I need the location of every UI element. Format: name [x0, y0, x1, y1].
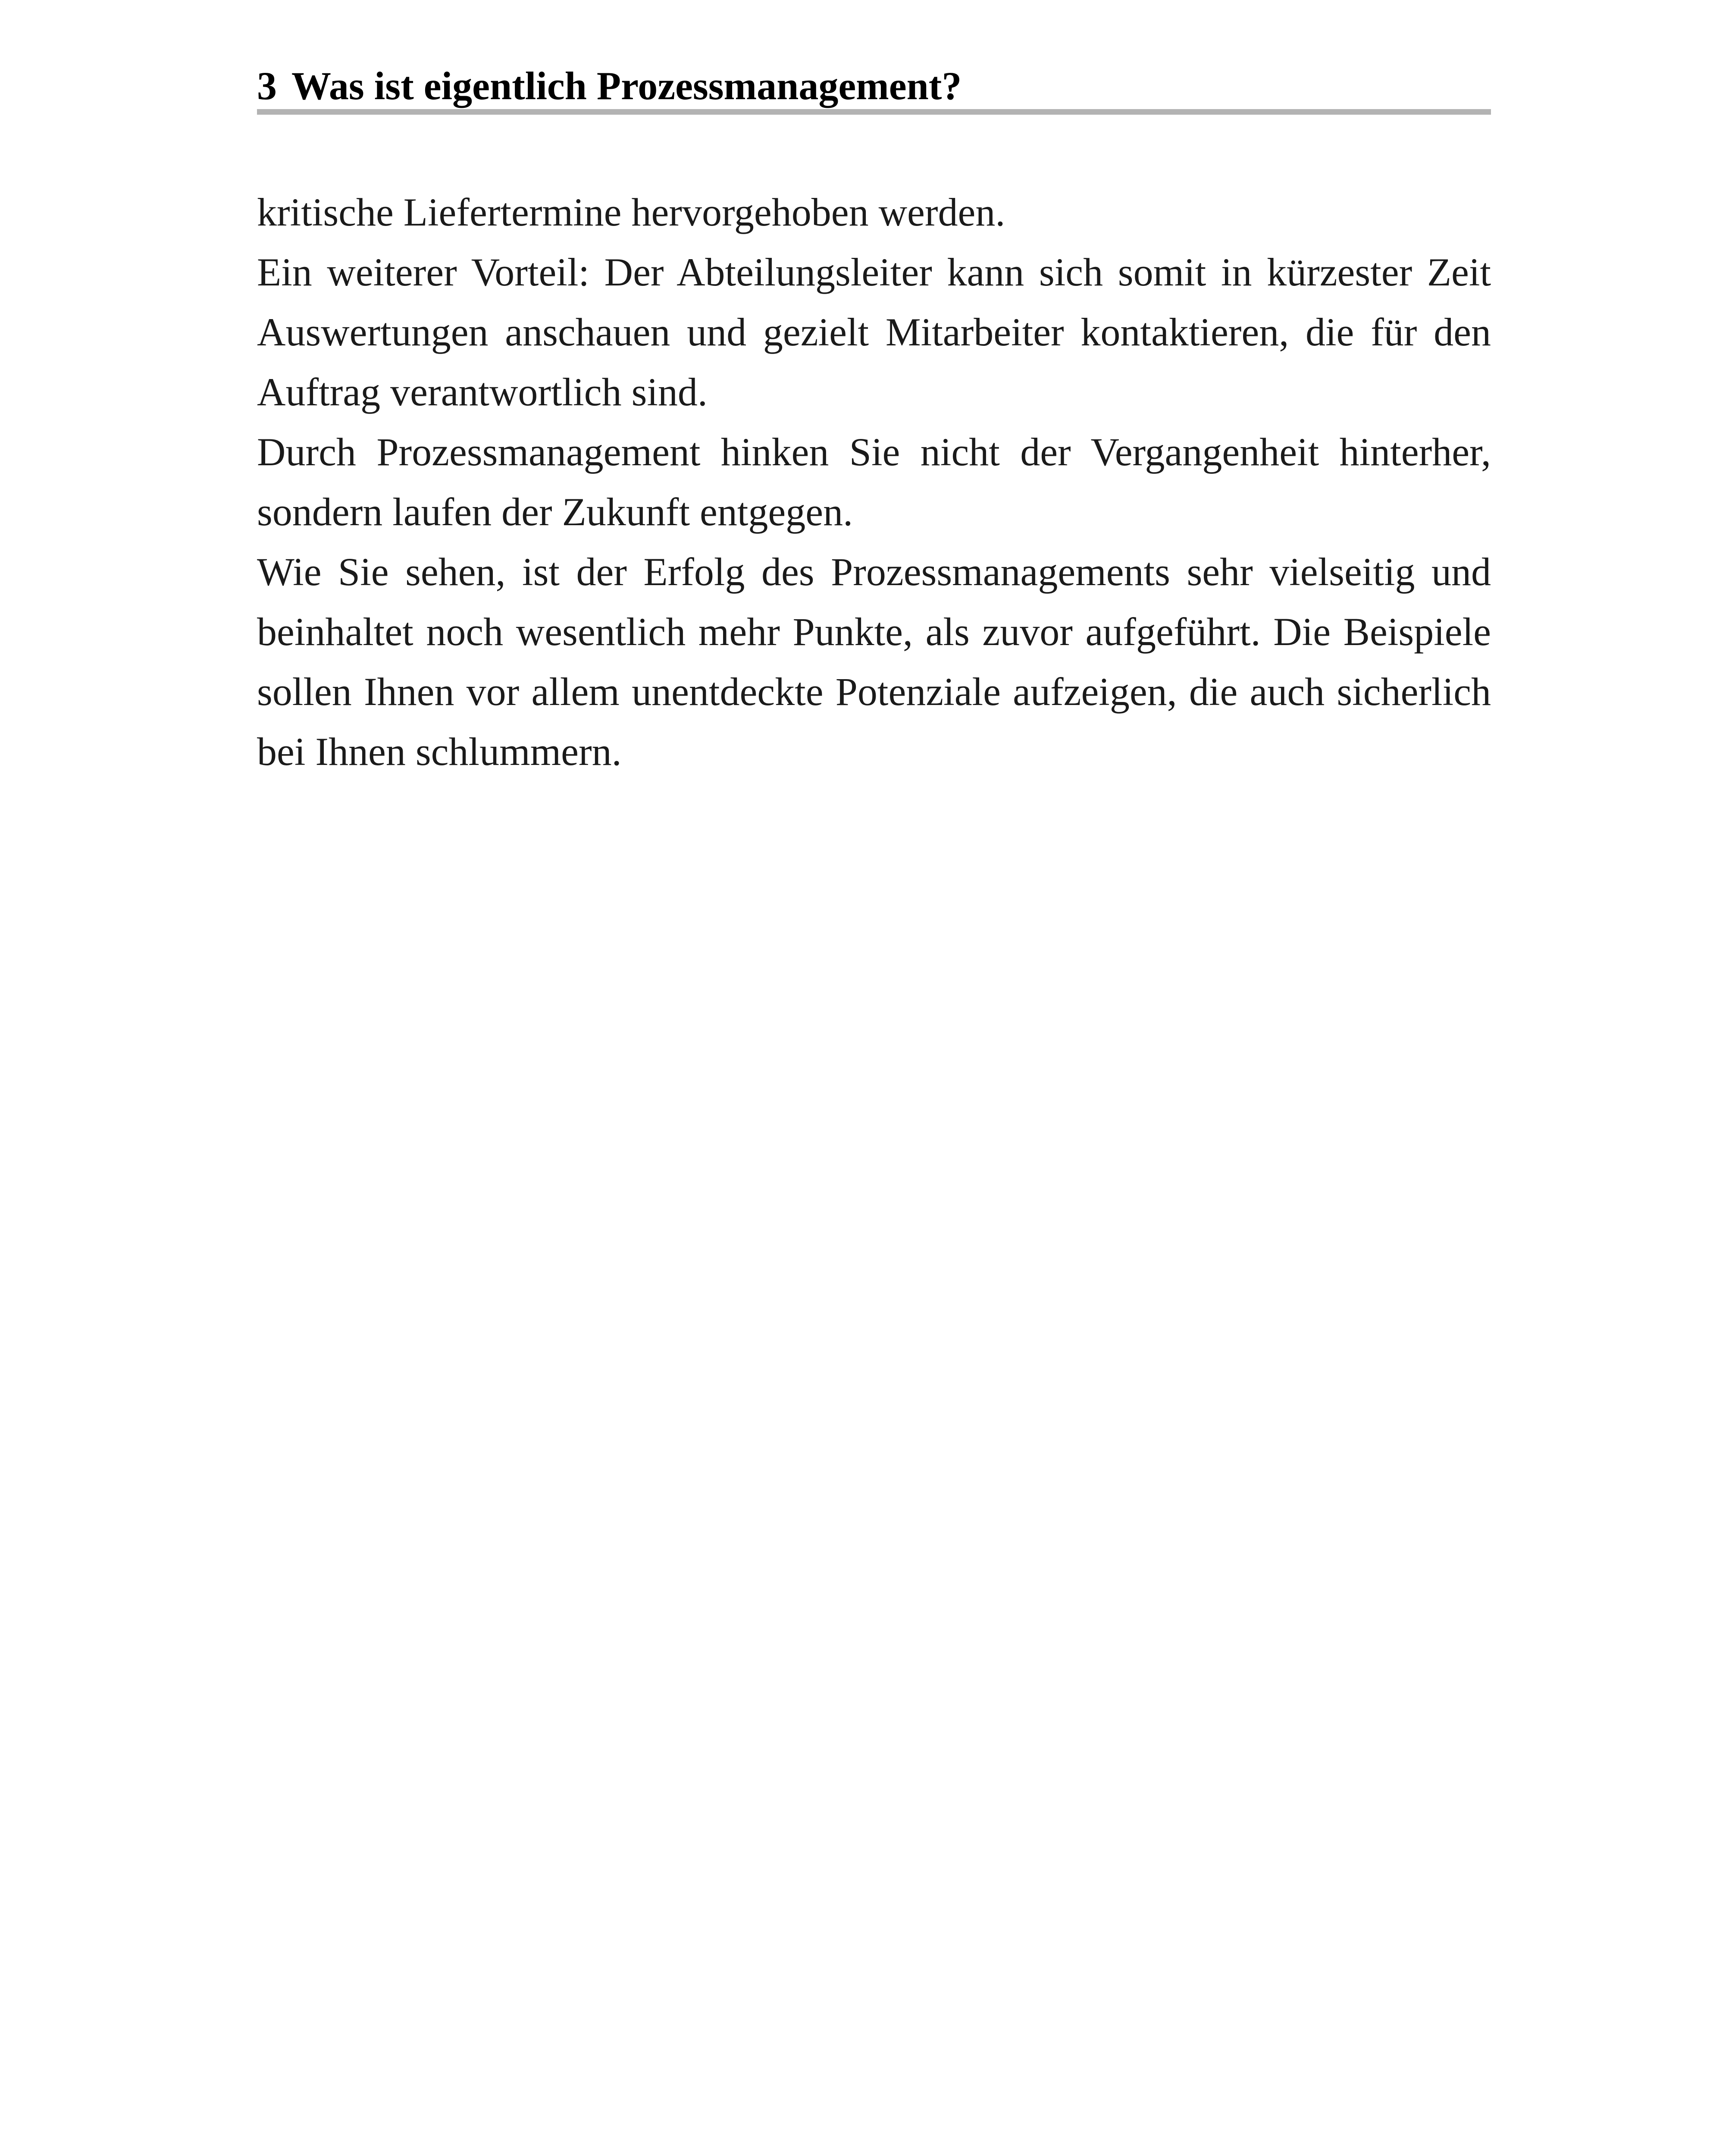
paragraph: kritische Liefertermine hervorgehoben werden. — [257, 190, 1005, 234]
paragraph: Ein weiterer Vorteil: Der Abteilungsleiter kann sich somit in kürzester Zeit Auswertungen anschauen und gezielt Mitarbeiter kontaktieren, die für den Auftrag verantwortlich sind. — [257, 250, 1491, 414]
chapter-title: Was ist eigentlich Prozessmanagement? — [291, 64, 962, 108]
header-rule — [257, 109, 1491, 115]
paragraph: Wie Sie sehen, ist der Erfolg des Prozessmanagements sehr vielseitig und beinhaltet noch wesentlich mehr Punkte, als zuvor aufgeführt. Die Beispiele sollen Ihnen vor allem unentdeckte Potenziale aufzeigen, die auch sicherlich bei Ihnen schlummern. — [257, 550, 1491, 774]
chapter-number: 3 — [257, 64, 277, 108]
body-text — [257, 182, 1491, 782]
running-header — [257, 52, 1491, 116]
paragraph: Durch Prozessmanagement hinken Sie nicht der Vergangenheit hinterher, sondern laufen der Zukunft entgegen. — [257, 430, 1491, 534]
chapter-heading — [257, 62, 962, 110]
